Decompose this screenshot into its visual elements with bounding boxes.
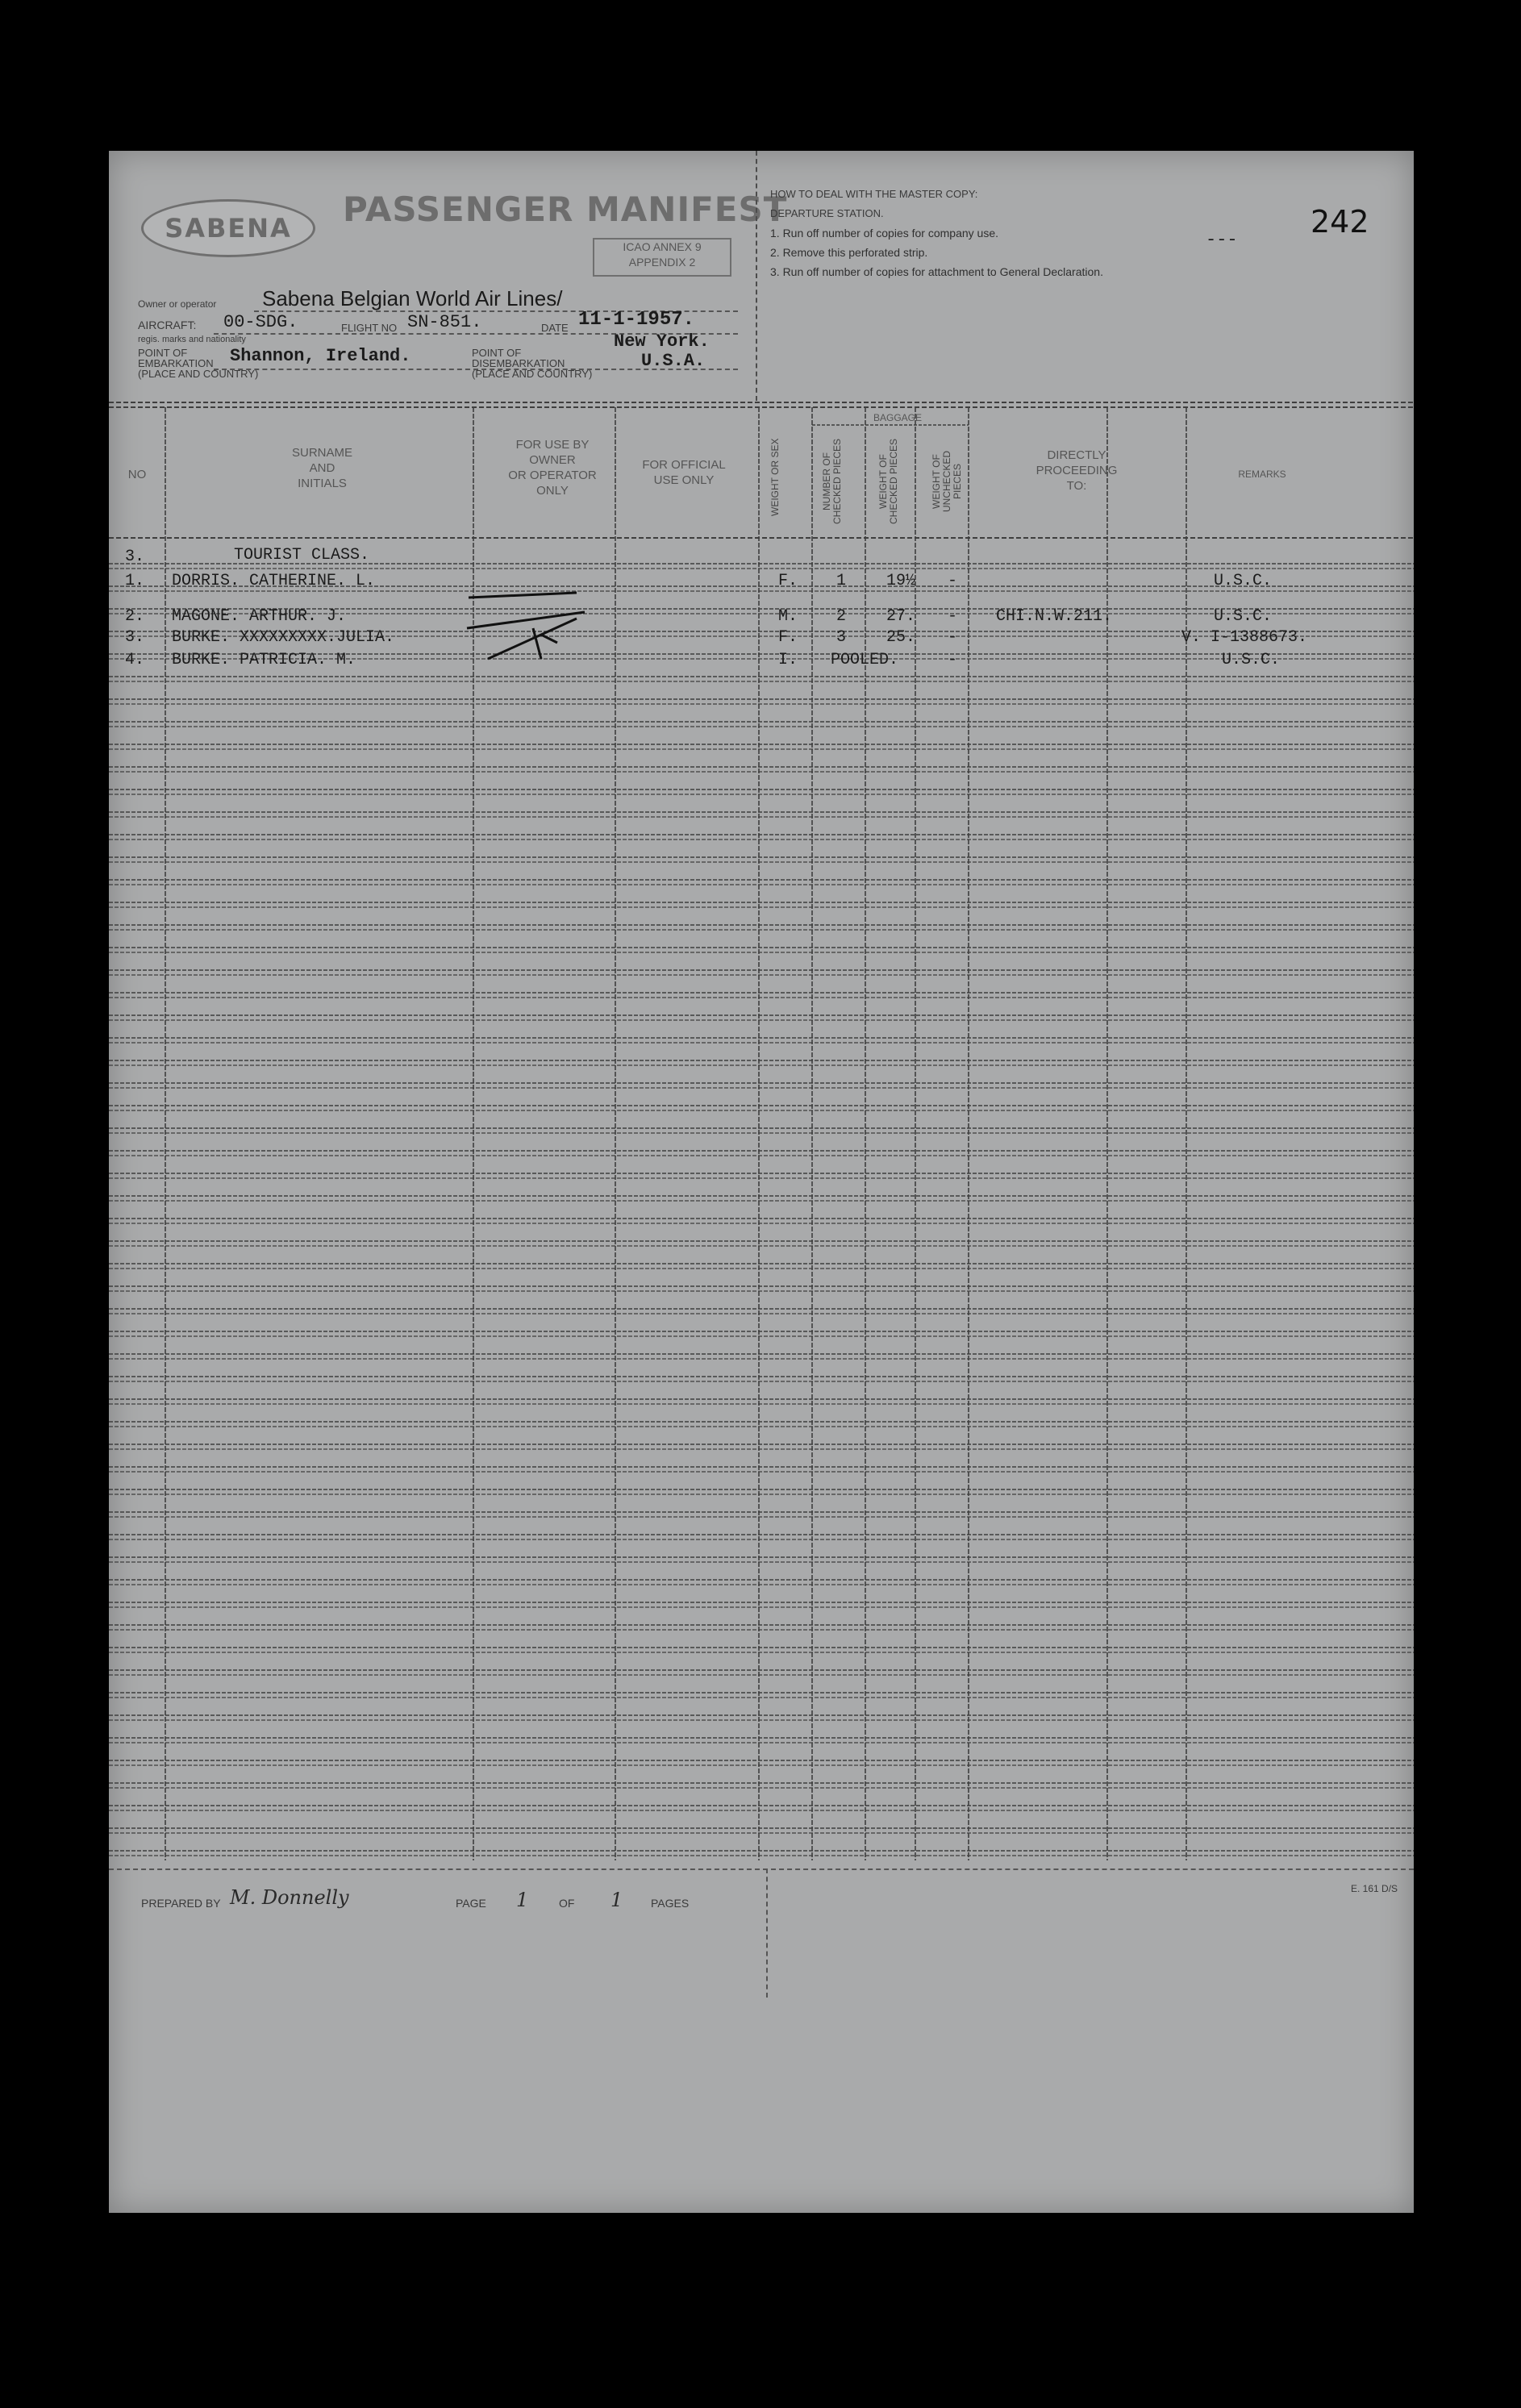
header-owner-3: OR OPERATOR [508,469,597,482]
class-row-no: 3. [125,548,145,566]
header-owner [480,437,625,498]
operator-label: Owner or operator [138,298,217,310]
instructions-heading: HOW TO DEAL WITH THE MASTER COPY: [770,188,978,200]
of-label: OF [559,1897,575,1910]
disembarkation-value-2: U.S.A. [641,351,706,371]
passenger-pieces: POOLED. [831,651,899,669]
passenger-sex: F. [778,628,798,647]
disembarkation-label-3: (PLACE AND COUNTRY) [472,368,593,380]
sabena-logo: SABENA [141,199,315,257]
header-checked-weight: WEIGHT OF CHECKED PIECES [877,438,899,525]
disembarkation-label-1: POINT OF [472,347,522,359]
date-label: DATE [541,322,569,334]
owner-column-marks [464,570,609,691]
passenger-pieces: 1 [836,572,847,590]
page-label: PAGE [456,1897,486,1910]
manifest-title: PASSENGER MANIFEST [343,190,788,229]
header-remarks: REMARKS [1238,469,1286,480]
header-official [615,457,752,488]
passenger-name: BURKE. XXXXXXXXX.JULIA. [172,628,395,647]
passenger-weight: 19½ [886,572,916,590]
header-directly-1: DIRECTLY [1047,448,1106,462]
passenger-no: 4. [125,651,145,669]
manifest-sheet [109,151,1414,2213]
aircraft-value: 00-SDG. [223,312,298,332]
passenger-remarks: U.S.C. [1214,572,1273,590]
header-surname-1: SURNAME [291,446,352,460]
embarkation-label-1: POINT OF [138,347,188,359]
instruction-step-3: 3. Run off number of copies for attachment to General Declaration. [770,265,1103,278]
embarkation-value: Shannon, Ireland. [230,346,411,366]
header-checked-pieces: NUMBER OF CHECKED PIECES [821,438,843,525]
passenger-unchecked: - [948,651,958,669]
pages-label: PAGES [651,1897,690,1910]
instruction-step-2: 2. Remove this perforated strip. [770,246,928,259]
header-surname-2: AND [309,461,335,475]
departure-station-value: --- [1206,230,1238,250]
passenger-remarks: V. I-1388673. [1181,628,1308,647]
prepared-by-label: PREPARED BY [141,1897,221,1910]
header-directly-2: PROCEEDING [1036,464,1118,477]
header-directly [996,448,1157,494]
passenger-pieces: 3 [836,628,847,647]
page-value: 1 [516,1889,529,1911]
instruction-step-1: 1. Run off number of copies for company use. [770,227,999,240]
passenger-remarks: U.S.C. [1214,607,1273,626]
passenger-weight: 27. [886,607,916,626]
embarkation-label-3: (PLACE AND COUNTRY) [138,368,259,380]
passenger-sex: M. [778,607,798,626]
icao-line-2: APPENDIX 2 [628,256,696,269]
header-surname [167,445,477,491]
of-value: 1 [610,1889,623,1911]
aircraft-sublabel: regis. marks and nationality [138,335,246,344]
disembarkation-value-1: New York. [614,331,710,352]
passenger-weight: 25. [886,628,916,647]
prepared-by-signature: M. Donnelly [230,1886,349,1909]
header-baggage: BAGGAGE [873,412,923,423]
passenger-unchecked: - [948,607,958,626]
footer-divider [766,1868,768,1998]
form-code: E. 161 D/S [1351,1883,1398,1894]
passenger-pieces: 2 [836,607,847,626]
header-weight-sex: WEIGHT OR SEX [769,438,781,517]
operator-value: Sabena Belgian World Air Lines/ [262,286,563,310]
header-no: NO [127,468,147,481]
header-unchecked-weight: WEIGHT OF UNCHECKED PIECES [931,451,963,513]
header-directly-3: TO: [1066,479,1087,493]
passenger-name: MAGONE. ARTHUR. J. [172,607,347,626]
disembarkation-label-2: DISEMBARKATION [472,357,565,369]
header-owner-2: OWNER [529,453,576,467]
aircraft-label: AIRCRAFT: [138,319,197,331]
passenger-no: 2. [125,607,145,626]
passenger-name: BURKE. PATRICIA. M. [172,651,356,669]
passenger-no: 1. [125,572,145,590]
passenger-sex: F. [778,572,798,590]
departure-station-label: DEPARTURE STATION. [770,207,884,219]
passenger-proceeding: CHI.N.W.211. [996,607,1113,626]
header-surname-3: INITIALS [298,477,347,490]
flight-no-value: SN-851. [407,312,482,332]
header-official-2: USE ONLY [653,473,715,487]
footer-perforation [109,1868,1414,1870]
passenger-name: DORRIS. CATHERINE. L. [172,572,376,590]
date-value: 11-1-1957. [578,309,695,331]
flight-no-label: FLIGHT NO [341,322,398,334]
passenger-unchecked: - [948,628,958,647]
header-official-1: FOR OFFICIAL [642,458,726,472]
class-row-label: TOURIST CLASS. [234,546,370,565]
passenger-sex: I. [778,651,798,669]
page-number: 242 [1311,204,1369,240]
header-owner-1: FOR USE BY [515,438,590,452]
passenger-unchecked: - [948,572,958,590]
passenger-remarks: U.S.C. [1222,651,1281,669]
icao-line-1: ICAO ANNEX 9 [623,240,702,253]
passenger-no: 3. [125,628,145,647]
header-owner-4: ONLY [536,484,569,498]
embarkation-label-2: EMBARKATION [138,357,214,369]
